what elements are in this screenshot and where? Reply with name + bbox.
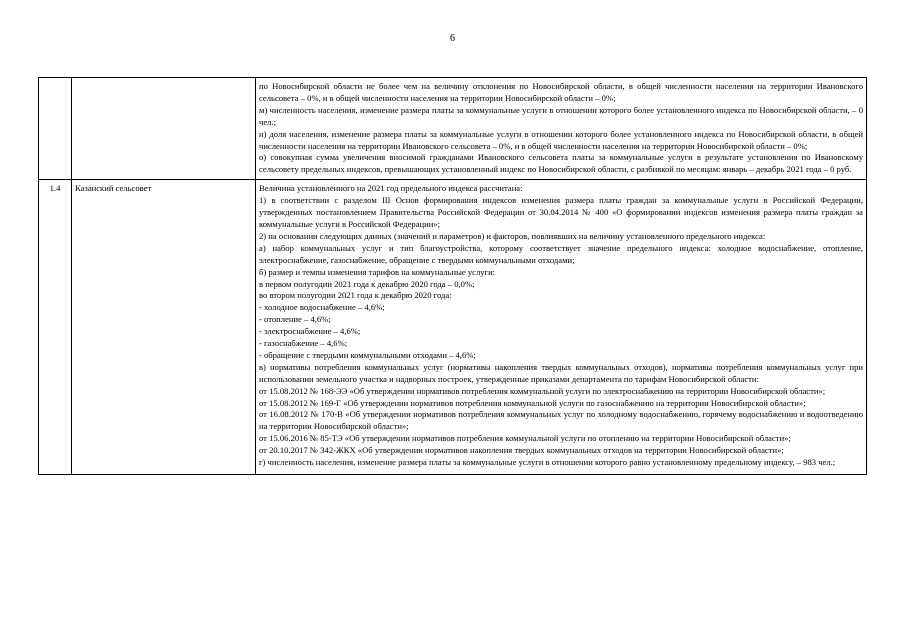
- paragraph: 2) на основании следующих данных (значений и параметров) и факторов, повлиявших на величину установленного предельного индекса:: [259, 230, 766, 241]
- row-number-cell: [39, 78, 72, 180]
- paragraph: по Новосибирской области не более чем на величину отклонения по Новосибирской области, в общей численности населения на территории Ивановского сельсовета – 0%, и в общей численности населения на территории Новосибирской области – 0%;: [259, 81, 863, 103]
- description-cell: [256, 180, 867, 475]
- index-table: [38, 77, 867, 475]
- paragraph: - отопление – 4,6%;: [259, 314, 331, 325]
- paragraph: от 15.08.2012 № 169-Г «Об утверждении нормативов потребления коммунальной услуги по газоснабжению на территории Новосибирской области»;: [259, 397, 806, 408]
- paragraph: от 16.08.2012 № 170-В «Об утверждении нормативов потребления коммунальных услуг по холодному водоснабжению, горячему водоснабжению и водоотведению на территории Новосибирской области»;: [259, 409, 863, 432]
- paragraph: б) размер и темпы изменения тарифов на коммунальные услуги:: [259, 266, 496, 277]
- paragraph: в первом полугодии 2021 года к декабрю 2020 года – 0,0%;: [259, 278, 475, 289]
- paragraph: в) нормативы потребления коммунальных услуг (нормативы накопления твердых коммунальных отходов), нормативы потребления коммунальных услуг при использовании земельного участка и надворных построек, утвержденные приказами департамента по тарифам Новосибирской области:: [259, 361, 863, 384]
- paragraph: о) совокупная сумма увеличения вносимой гражданами Ивановского сельсовета платы за коммунальные услуги в результате установления по Ивановскому сельсовету предельных индексов, превышающих установленный индекс по Новосибирской области, с разбивкой по месяцам: январь – декабрь 2021 года – 0 руб.: [259, 152, 863, 175]
- paragraph: - обращение с твердыми коммунальными отходами – 4,6%;: [259, 349, 476, 360]
- paragraph: - газоснабжение – 4,6%;: [259, 338, 348, 349]
- table-row: [39, 78, 867, 180]
- paragraph: от 15.06.2016 № 85-ТЭ «Об утверждении нормативов потребления коммунальной услуги по отоплению на территории Новосибирской области»;: [259, 433, 791, 444]
- paragraph: - холодное водоснабжение – 4,6%;: [259, 302, 385, 313]
- municipality-name-cell: [72, 78, 256, 180]
- paragraph: от 20.10.2017 № 342-ЖКХ «Об утверждении нормативов накопления твердых коммунальных отходов на территории Новосибирской области»;: [259, 445, 784, 456]
- paragraph: Величина установленного на 2021 год предельного индекса рассчитана:: [259, 183, 523, 194]
- paragraph: м) численность населения, изменение размера платы за коммунальные услуги в отношении которого более установленного индекса по Новосибирской области, – 0 чел.;: [259, 104, 863, 127]
- paragraph: 1) в соответствии с разделом III Основ формирования индексов изменения размера платы граждан за коммунальные услуги в Российской Федерации, утвержденных постановлением Правительства Российской Федерации от 30.04.2014 № 400 «О формировании индексов изменения размера платы граждан за коммунальные услуги в Российской Федерации»;: [259, 195, 863, 229]
- row-number-cell: 1.4: [39, 180, 72, 475]
- paragraph: во втором полугодии 2021 года к декабрю 2020 года:: [259, 290, 452, 301]
- municipality-name-cell: Казанский сельсовет: [72, 180, 256, 475]
- description-cell: [256, 78, 867, 180]
- paragraph: от 15.08.2012 № 168-ЭЭ «Об утверждении нормативов потребления коммунальной услуги по электроснабжению на территории Новосибирской области»;: [259, 385, 826, 396]
- paragraph: - электроснабжение – 4,6%;: [259, 326, 361, 337]
- page-number: 6: [450, 33, 455, 44]
- paragraph: н) доля населения, изменение размера платы за коммунальные услуги в отношении которого более установленного индекса по Новосибирской области, в общей численности населения на территории Ивановского сельсовета – 0%, и в общей численности населения на территории Новосибирской области – 0%;: [259, 128, 863, 151]
- paragraph: а) набор коммунальных услуг и тип благоустройства, которому соответствует значение предельного индекса: холодное водоснабжение, отопление, электроснабжение, газоснабжение, обращение с твердыми коммунальными отходами;: [259, 242, 863, 265]
- table-row: [39, 180, 867, 475]
- paragraph: г) численность населения, изменение размера платы за коммунальные услуги в отношении которого равно установленному предельному индексу, – 983 чел.;: [259, 457, 836, 468]
